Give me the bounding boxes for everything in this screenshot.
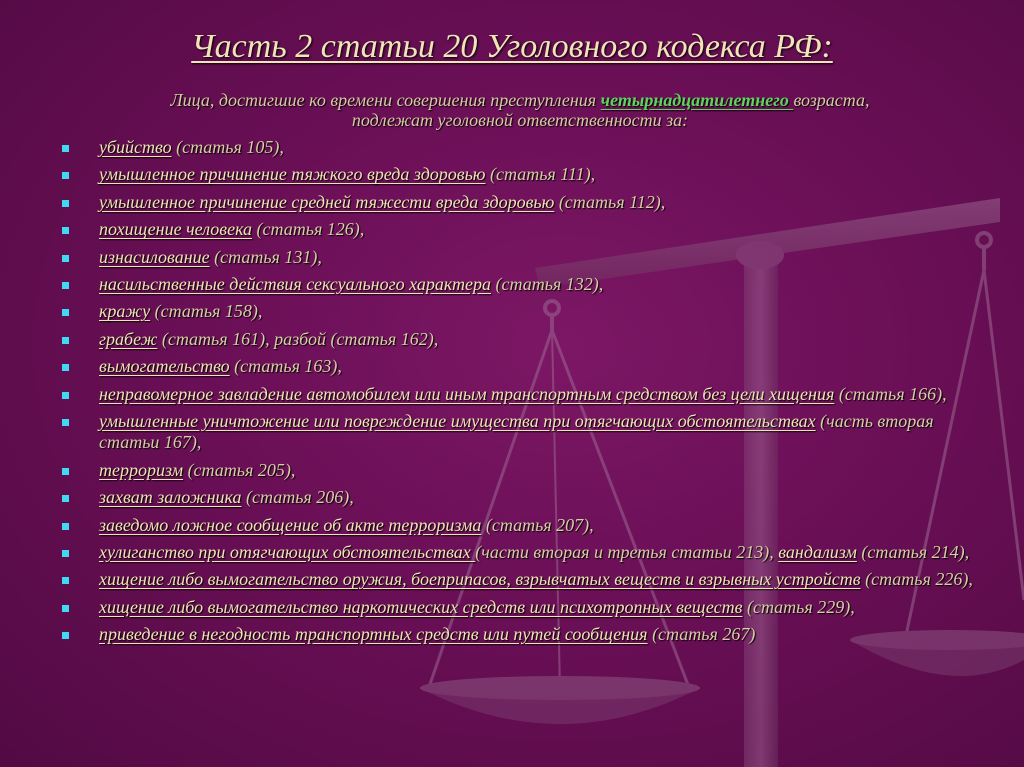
crime-term: терроризм: [99, 459, 184, 480]
square-bullet-icon: [62, 605, 69, 612]
square-bullet-icon: [62, 523, 69, 530]
article-reference: (статья 206),: [241, 487, 354, 508]
article-reference: (статья 131),: [209, 246, 322, 267]
crime-term: захват заложника: [99, 487, 242, 508]
crime-term: хищение либо вымогательство наркотических средств или психотропных веществ: [99, 596, 743, 617]
list-item: [60, 137, 980, 159]
crime-term: вымогательство: [99, 356, 230, 377]
intro-text-line2: подлежат уголовной ответственности за:: [351, 110, 689, 130]
article-reference: (статья 112),: [554, 191, 666, 212]
article-reference: (части вторая и третья статьи 213),: [475, 541, 779, 562]
square-bullet-icon: [62, 172, 69, 179]
article-reference: (статья 226),: [860, 569, 973, 590]
intro-highlight-age: четырнадцатилетнего: [600, 90, 794, 110]
list-item: [60, 329, 980, 351]
article-reference: (статья 229),: [742, 596, 855, 617]
article-reference: (статья 166),: [834, 383, 947, 404]
article-reference: (статья 207),: [481, 514, 594, 535]
article-reference: (статья 126),: [252, 219, 365, 240]
list-item: [60, 624, 980, 646]
crime-term: насильственные действия сексуального характера: [99, 273, 492, 294]
crime-term: умышленное причинение средней тяжести вреда здоровью: [99, 191, 555, 212]
article-reference: (статья 132),: [491, 273, 604, 294]
list-item: [60, 487, 980, 509]
crime-term: приведение в негодность транспортных средств или путей сообщения: [99, 624, 648, 645]
list-item: [60, 597, 980, 619]
square-bullet-icon: [62, 255, 69, 262]
square-bullet-icon: [62, 632, 69, 639]
list-item: [60, 542, 980, 564]
square-bullet-icon: [62, 419, 69, 426]
intro-text-before: Лица, достигшие ко времени совершения преступления: [170, 90, 601, 110]
crime-term: грабеж: [99, 328, 158, 349]
intro-paragraph: [40, 90, 1000, 130]
crime-term: хищение либо вымогательство оружия, боеприпасов, взрывчатых веществ и взрывных устройств: [99, 569, 861, 590]
article-reference: (статья 267): [647, 624, 756, 645]
square-bullet-icon: [62, 282, 69, 289]
article-reference: (часть вторая статьи 167),: [99, 410, 934, 453]
square-bullet-icon: [62, 337, 69, 344]
article-reference: (статья 158),: [150, 301, 263, 322]
intro-text-after: возраста,: [793, 90, 870, 110]
square-bullet-icon: [62, 200, 69, 207]
square-bullet-icon: [62, 227, 69, 234]
article-reference: (статья 161), разбой (статья 162),: [157, 328, 439, 349]
list-item: [60, 274, 980, 296]
square-bullet-icon: [62, 495, 69, 502]
list-item: [60, 356, 980, 378]
list-item: [60, 569, 980, 591]
list-item: [60, 164, 980, 186]
crime-term: кражу: [99, 301, 151, 322]
list-item: [60, 384, 980, 406]
article-reference: (статья 105),: [171, 137, 284, 157]
crime-term: умышленные уничтожение или повреждение имущества при отягчающих обстоятельствах: [99, 410, 816, 431]
square-bullet-icon: [62, 577, 69, 584]
crime-term: хулиганство при отягчающих обстоятельствах: [99, 541, 476, 562]
list-item: [60, 411, 980, 454]
crimes-list: [60, 137, 980, 652]
list-item: [60, 247, 980, 269]
article-reference-secondary: (статья 214),: [856, 541, 970, 562]
square-bullet-icon: [62, 550, 69, 557]
square-bullet-icon: [62, 392, 69, 399]
slide-title: Часть 2 статьи 20 Уголовного кодекса РФ:: [191, 28, 833, 65]
square-bullet-icon: [62, 364, 69, 371]
square-bullet-icon: [62, 468, 69, 475]
list-item: [60, 460, 980, 482]
list-item: [60, 515, 980, 537]
crime-term: неправомерное завладение автомобилем или иным транспортным средством без цели хищения: [99, 383, 835, 404]
crime-term: изнасилование: [99, 246, 210, 267]
list-item: [60, 192, 980, 214]
article-reference: (статья 163),: [229, 356, 342, 377]
crime-term: умышленное причинение тяжкого вреда здоровью: [99, 164, 486, 185]
article-reference: (статья 205),: [183, 459, 296, 480]
crime-term-secondary: вандализм: [778, 541, 857, 562]
list-item: [60, 219, 980, 241]
square-bullet-icon: [62, 309, 69, 316]
crime-term: заведомо ложное сообщение об акте терроризма: [99, 514, 482, 535]
article-reference: (статья 111),: [485, 164, 596, 185]
crime-term: похищение человека: [99, 219, 253, 240]
list-item: [60, 301, 980, 323]
square-bullet-icon: [62, 145, 69, 152]
crime-term: убийство: [99, 137, 172, 157]
